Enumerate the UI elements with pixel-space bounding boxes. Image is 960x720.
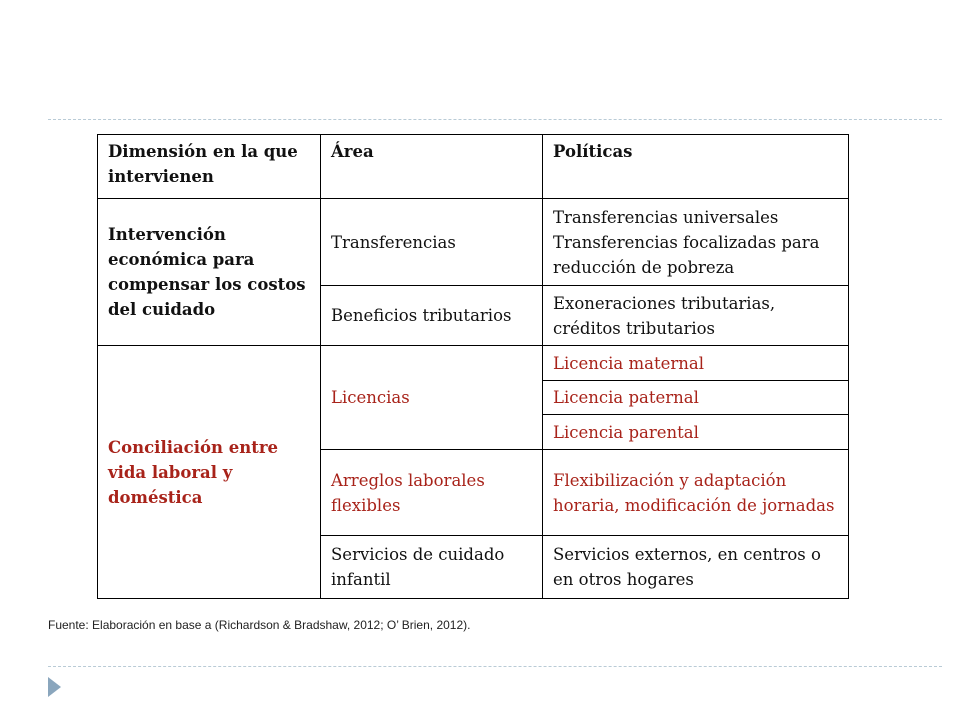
dimension-conciliation: Conciliación entre vida laboral y doméstica: [98, 346, 321, 599]
policy-licencia-paternal: Licencia paternal: [543, 381, 849, 415]
policy-beneficios-tributarios: Exoneraciones tributarias, créditos tributarios: [543, 286, 849, 346]
area-beneficios-tributarios: Beneficios tributarios: [321, 286, 543, 346]
source-citation: Fuente: Elaboración en base a (Richardson & Bradshaw, 2012; O’ Brien, 2012).: [48, 618, 471, 632]
policy-transferencias: Transferencias universales Transferencias focalizadas para reducción de pobreza: [543, 199, 849, 286]
top-dashed-divider: [48, 119, 942, 120]
header-dimension: Dimensión en la que intervienen: [98, 135, 321, 199]
area-servicios-cuidado: Servicios de cuidado infantil: [321, 536, 543, 599]
area-licencias: Licencias: [321, 346, 543, 450]
area-arreglos-laborales: Arreglos laborales flexibles: [321, 450, 543, 536]
header-area: Área: [321, 135, 543, 199]
bottom-dashed-divider: [48, 666, 942, 667]
policy-servicios-externos: Servicios externos, en centros o en otros hogares: [543, 536, 849, 599]
policy-table: [97, 134, 849, 599]
header-policies: Políticas: [543, 135, 849, 199]
table-row: [98, 346, 849, 381]
table-row: [98, 199, 849, 286]
policy-licencia-parental: Licencia parental: [543, 415, 849, 450]
table-header-row: [98, 135, 849, 199]
policy-flexibilizacion: Flexibilización y adaptación horaria, modificación de jornadas: [543, 450, 849, 536]
policy-licencia-maternal: Licencia maternal: [543, 346, 849, 381]
area-transferencias: Transferencias: [321, 199, 543, 286]
triangle-bullet-icon: [48, 677, 61, 697]
dimension-economic-intervention: Intervención económica para compensar los costos del cuidado: [98, 199, 321, 346]
